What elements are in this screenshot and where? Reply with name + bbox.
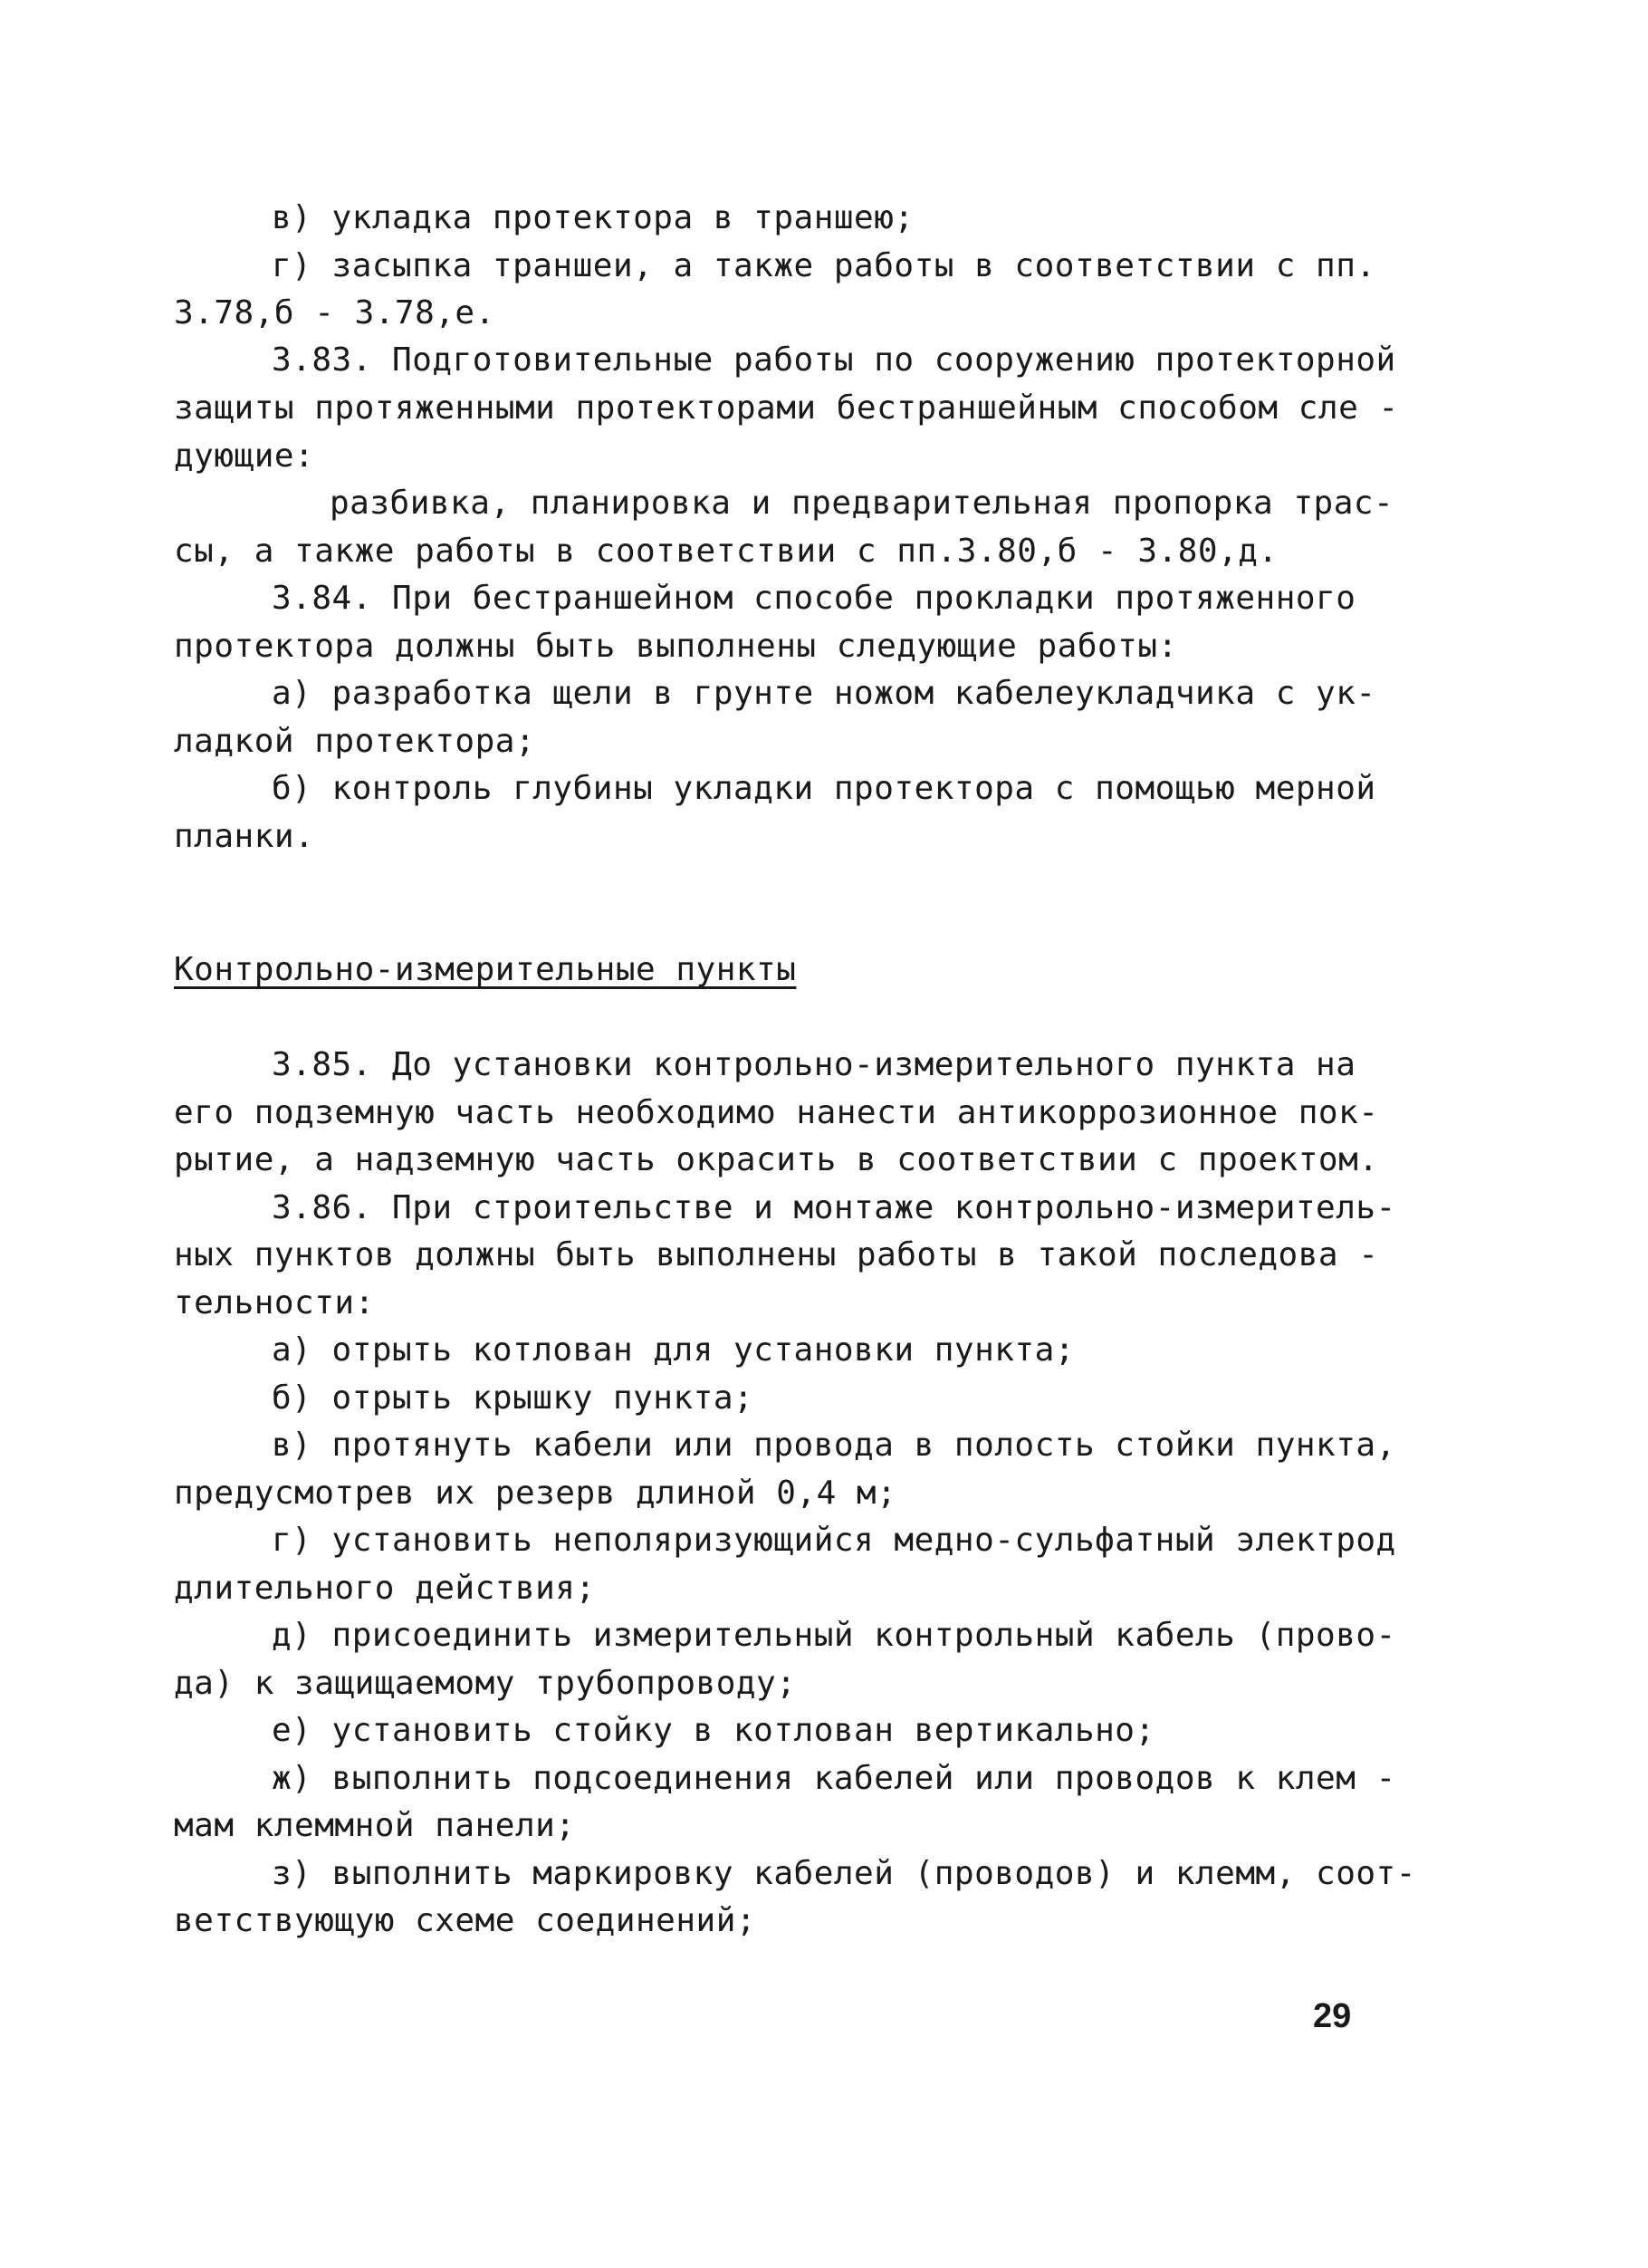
paragraph-line: б) контроль глубины укладки протектора с помощью мерной bbox=[272, 770, 1376, 807]
paragraph-line: планки. bbox=[174, 818, 315, 855]
paragraph-line: з) выполнить маркировку кабелей (проводов) и клемм, соот- bbox=[272, 1855, 1416, 1892]
paragraph-line: ж) выполнить подсоединения кабелей или проводов к клем - bbox=[272, 1760, 1396, 1797]
paragraph-line: в) укладка протектора в траншею; bbox=[272, 199, 915, 236]
paragraph-line: ветствующую схеме соединений; bbox=[174, 1902, 757, 1939]
paragraph-line: 3.86. При строительстве и монтаже контрольно-измеритель- bbox=[272, 1189, 1396, 1226]
paragraph-line: разбивка, планировка и предварительная пропорка трас- bbox=[330, 485, 1394, 522]
paragraph-line: ладкой протектора; bbox=[174, 723, 536, 760]
paragraph-line: защиты протяженными протекторами бестраншейным способом сле - bbox=[174, 389, 1399, 427]
paragraph-line: в) протянуть кабели или провода в полость стойки пункта, bbox=[272, 1427, 1396, 1464]
paragraph-line: 3.85. До установки контрольно-измерительного пункта на bbox=[272, 1046, 1356, 1083]
paragraph-line: а) разработка щели в грунте ножом кабелеукладчика с ук- bbox=[272, 675, 1376, 712]
paragraph-line: д) присоединить измерительный контрольный кабель (прово- bbox=[272, 1617, 1396, 1654]
paragraph-line: протектора должны быть выполнены следующие работы: bbox=[174, 628, 1178, 665]
paragraph-line: длительного действия; bbox=[174, 1570, 596, 1607]
paragraph-line: его подземную часть необходимо нанести антикоррозионное пок- bbox=[174, 1094, 1379, 1131]
paragraph-line: б) отрыть крышку пункта; bbox=[272, 1379, 754, 1417]
paragraph-line: 3.84. При бестраншейном способе прокладки протяженного bbox=[272, 580, 1356, 617]
paragraph-line: ных пунктов должны быть выполнены работы в такой последова - bbox=[174, 1236, 1379, 1273]
paragraph-line: сы, а также работы в соответствии с пп.3.80,б - 3.80,д. bbox=[174, 533, 1279, 570]
paragraph-line: 3.78,б - 3.78,е. bbox=[174, 294, 495, 332]
paragraph-line: предусмотрев их резерв длиной 0,4 м; bbox=[174, 1475, 897, 1512]
paragraph-line: г) установить неполяризующийся медно-сульфатный электрод bbox=[272, 1522, 1396, 1559]
section-heading: Контрольно-измерительные пункты bbox=[174, 951, 797, 988]
paragraph-line: рытие, а надземную часть окрасить в соответствии с проектом. bbox=[174, 1141, 1379, 1178]
paragraph-line: а) отрыть котлован для установки пункта; bbox=[272, 1331, 1075, 1369]
paragraph-line: тельности: bbox=[174, 1284, 375, 1321]
paragraph-line: да) к защищаемому трубопроводу; bbox=[174, 1665, 797, 1702]
paragraph-line: дующие: bbox=[174, 437, 315, 475]
paragraph-line: 3.83. Подготовительные работы по сооружению протекторной bbox=[272, 341, 1396, 379]
paragraph-line: е) установить стойку в котлован вертикально; bbox=[272, 1712, 1155, 1749]
paragraph-line: г) засыпка траншеи, а также работы в соответствии с пп. bbox=[272, 247, 1376, 284]
paragraph-line: мам клеммной панели; bbox=[174, 1807, 576, 1844]
page-number: 29 bbox=[1313, 1997, 1352, 2035]
